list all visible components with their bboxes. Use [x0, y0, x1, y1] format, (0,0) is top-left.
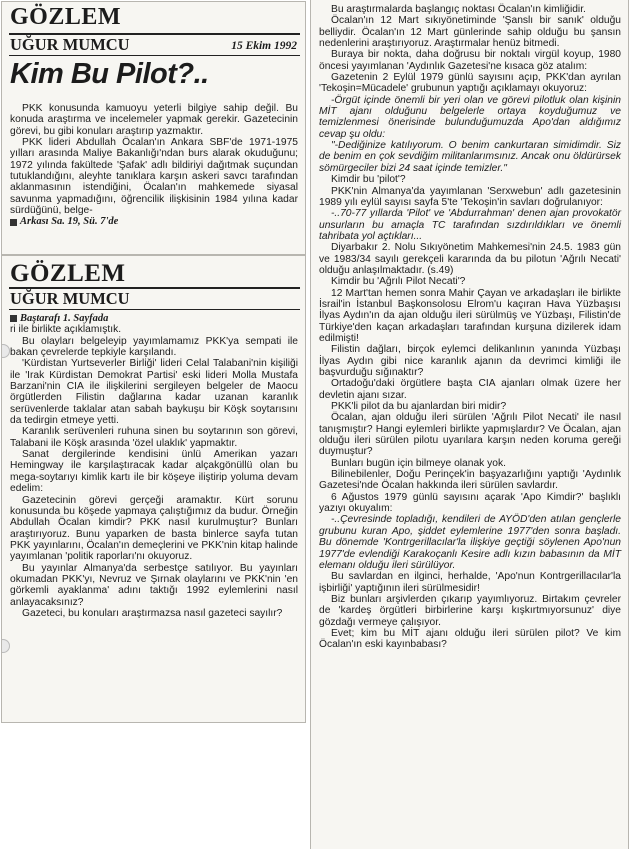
paragraph: Filistin dağları, birçok eylemci delikanlının yanında Yüzbaşı İlyas Aydın gibi nice karanlık ajanın da devrimci kimliği ile başvurduğu sığınaktır? — [319, 344, 621, 378]
quote-paragraph: -..70-77 yıllarda 'Pilot' ve 'Abdurrahman' denen ajan provokatör unsurların bu amaçla TC tarafından sızdırıldıkları ve önemli tahribata yol açtıkları... — [319, 208, 621, 242]
paragraph: 'Kürdistan Yurtseverler Birliği' lideri Celal Talabani'nin kişiliği ile 'Irak Kürdistan Demokrat Partisi' eski lideri Molla Mustafa Barzani'nin CIA ile ilişkilerini sergileyen belgeler de Maocu örgütlerden Filistin dağlarına kadar uzanan karanlık serüvenlerde taklalar atan sabah baykuşu bir Köşk soytarısını da tedirgin etmeye yetti. — [10, 358, 298, 427]
column-title: GÖZLEM — [10, 260, 126, 287]
paragraph: ri ile birlikte açıklamıştık. — [10, 324, 122, 336]
publication-date: 15 Ekim 1992 — [231, 40, 297, 52]
punch-hole — [2, 344, 10, 358]
article-body — [10, 103, 298, 228]
clipping-top-left — [2, 2, 305, 254]
divider — [9, 309, 300, 310]
author-name: UĞUR MUMCU — [10, 289, 130, 308]
square-bullet-icon — [10, 219, 17, 226]
paragraph: Karanlık serüvenleri ruhuna sinen bu soytarının son görevi, Talabani ile Köşk arasında 'özel ulaklık' yapmaktır. — [10, 426, 298, 449]
paragraph: Ortadoğu'daki örgütlere başta CIA ajanları olmak üzere her devletin ajanı sızar. — [319, 378, 621, 401]
article-headline: Kim Bu Pilot?.. — [10, 58, 209, 90]
paragraph: PKK konusunda kamuoyu yeterli bilgiye sahip değil. Bu konuda araştırma ve incelemeler yapmak gerekir. Gazetecinin görevi, bu gibi konuları araştırıp yazmaktır. — [10, 103, 298, 137]
paragraph: Bu araştırmalarda başlangıç noktası Öcalan'ın kimliğidir. — [331, 4, 586, 15]
paragraph: Bu savlardan en ilginci, herhalde, 'Apo'nun Kontrgerillacılar'la işbirliği' yaptığının ileri sürülmesidir! — [319, 571, 621, 594]
paragraph: Kimdir bu 'pilot'? — [331, 174, 406, 186]
divider — [9, 55, 300, 56]
paragraph: Biz bunları arşivlerden çıkarıp yayımlıyoruz. Birtakım çevreler de 'kardeş örgütleri birbirlerine karşı kışkırtmıyorsunuz' diye gözdağı vermeye çalışıyor. — [319, 593, 621, 628]
article-body — [10, 313, 298, 619]
quote-paragraph: -..Çevresinde topladığı, kendileri de AYÖD'den atılan gençlerle grubunu kuran Apo, şiddet eylemlerine 1977'den sonra başladı. Bu dönemde 'Kontrgerillacılar'la ilişkiye geçtiği söylenen Apo'nun 1977'de evlendiği Karakoçanlı Kesire adlı kızın babasının da MİT elemanı olduğu ileri sürülüyor. — [319, 514, 621, 571]
paragraph: PKK'nin Almanya'da yayımlanan 'Serxwebun' adlı gazetesinin 1989 yılı eylül sayısı sayfa 5'te 'Tekoşin'in savları doğrulanıyor: — [319, 185, 621, 208]
punch-hole — [2, 639, 10, 653]
paragraph: 6 Ağustos 1979 günlü sayısını açarak 'Apo Kimdir?' başlıklı yazıyı okuyalım: — [319, 491, 621, 515]
paragraph: Gazeteci, bu konuları araştırmazsa nasıl gazeteci sayılır? — [22, 607, 283, 619]
paragraph: Bilinebilenler, Doğu Perinçek'in başyazarlığını yaptığı 'Aydınlık Gazetesi'nde Öcalan hakkında ileri sürülen savlardır. — [319, 469, 621, 492]
paragraph: Bu olayları belgeleyip yayımlamamız PKK'ya sempati ile bakan çevrelerde tepkiyle karşılandı. — [10, 335, 298, 359]
paragraph: Kimdir bu 'Ağrılı Pilot Necati'? — [331, 276, 466, 288]
continued-text: Arkası Sa. 19, Sü. 7'de — [20, 216, 119, 228]
author-name: UĞUR MUMCU — [10, 35, 130, 54]
paragraph: Gazetecinin görevi gerçeği aramaktır. Kürt sorunu konusunda bu köşede yapmaya çalıştığımız da budur. Örneğin Abdullah Öcalan kimdir? PKK nasıl kurulmuştur? Bunları araştırıyoruz. Bunu yaparken de basta binlerce sayfa tutan PKK yayınlarını, Öcalan'ın demeçlerini ve PKK'nin kitap halinde yayımlanan 'politik raporları'nı okuyoruz. — [10, 494, 298, 563]
article-body — [319, 4, 621, 651]
paragraph: PKK'li pilot da bu ajanlardan biri midir? — [331, 401, 507, 413]
square-bullet-icon — [10, 315, 17, 322]
continued-from-note — [10, 313, 298, 324]
paragraph: Diyarbakır 2. Nolu Sıkıyönetim Mahkemesi'nin 24.5. 1983 gün ve 1983/34 sayılı gerekçeli kararında da bu pilotun 'Ağrılı Necati' olduğu anlaşılmaktadır. (s.49) — [319, 242, 621, 276]
paragraph: 12 Mart'tan hemen sonra Mahir Çayan ve arkadaşları ile birlikte İsrail'in İstanbul Başkonsolosu Elrom'u kaçıran Hava Yüzbaşısı İlyas Aydın'ın da ajan olduğu ileri sürülmüş ve Yüzbaşı, Filistin'de Türkiye'den kaçan arkadaşları tarafından kurşuna dizilerek idam edilmişti! — [319, 287, 621, 344]
paragraph: Evet; kim bu MİT ajanı olduğu ileri sürülen pilot? Ve kim Öcalan'ın eski kayınbabası? — [319, 627, 621, 651]
clipping-bottom-left — [2, 256, 305, 722]
paragraph: Bu yayınlar Almanya'da serbestçe satılıyor. Bu yayınları okumadan PKK'yı, Nevruz ve Şırnak olaylarını ve PKK'nin 'en görkemli ayaklanma' adını taktığı 1992 eylemlerini nasıl anlayacaksınız? — [10, 562, 298, 608]
quote-paragraph: -Örgüt içinde önemli bir yeri olan ve görevi pilotluk olan kişinin MİT ajanı olduğunu belgelerle ortaya koyduğumuz ve temizlenmesi önerisinde bulunduğumuzda Apo'dan aldığımız cevap şu oldu: — [319, 94, 621, 140]
continued-note — [10, 216, 298, 227]
paragraph: Öcalan'ın 12 Mart sıkıyönetiminde 'Şanslı bir sanık' olduğu belliydir. Öcalan'ın 12 Mart günlerinde sahip olduğu bu şansın nedenlerini araştırıyoruz. Araştırmalar henüz bitmedi. — [319, 15, 621, 50]
paragraph: PKK lideri Abdullah Öcalan'ın Ankara SBF'de 1971-1975 yılları arasında Maliye Bakanlığı'ndan burs alarak okuduğunu; 1972 yılında fakültede 'Şafak' adlı bildiriyi dağıtmak suçundan tutuklandığını, aleyhte tanıklara karşın askeri savcı tarafından aklanmasının istendiğini, Öcalan'ın mahkemede siyasal savunma yapmadığını, öğrencilik ilişkisinin 1984 yılına kadar sürdüğünü, belge- — [10, 137, 298, 217]
quote-paragraph: "-Dediğinize katılıyorum. O benim cankurtaran simidimdir. Siz de benim en çok sevdiğim militanlarımsınız. Ancak onu öldürürsek sömürgeciler bizi 24 saat içinde temizler." — [319, 140, 621, 174]
paragraph: Bunları bugün için bilmeye olanak yok. — [331, 457, 506, 469]
paragraph: Sanat dergilerinde kendisini ünlü Amerikan yazarı Hemingway ile karşılaştıracak kadar alçakgönüllü olan bu mega-soytarıyı kimlik kartı ile bir köşeye iliştirip yoluma devam edelim: — [10, 449, 298, 495]
paragraph: Öcalan, ajan olduğu ileri sürülen 'Ağrılı Pilot Necati' ile nasıl tanışmıştır? Hangi eylemleri birlikte yapmışlardır? Ve Öcalan, ajan olduğu ileri sürülen pilotu uyarılara karşın neden koruma gereği duymuştur? — [319, 412, 621, 458]
paragraph: Gazetenin 2 Eylül 1979 günlü sayısını açıp, PKK'dan ayrılan 'Tekoşin=Mücadele' grubunun yaptığı açıklamayı okuyoruz: — [319, 72, 621, 95]
column-title: GÖZLEM — [10, 4, 122, 30]
clipping-right-column — [311, 0, 628, 849]
paragraph: Buraya bir nokta, daha doğrusu bir noktalı virgül koyup, 1980 öncesi yayımlanan 'Aydınlık Gazetesi'ne kısaca göz atalım: — [319, 49, 621, 72]
kicker-text: Baştarafı 1. Sayfada — [20, 313, 109, 324]
